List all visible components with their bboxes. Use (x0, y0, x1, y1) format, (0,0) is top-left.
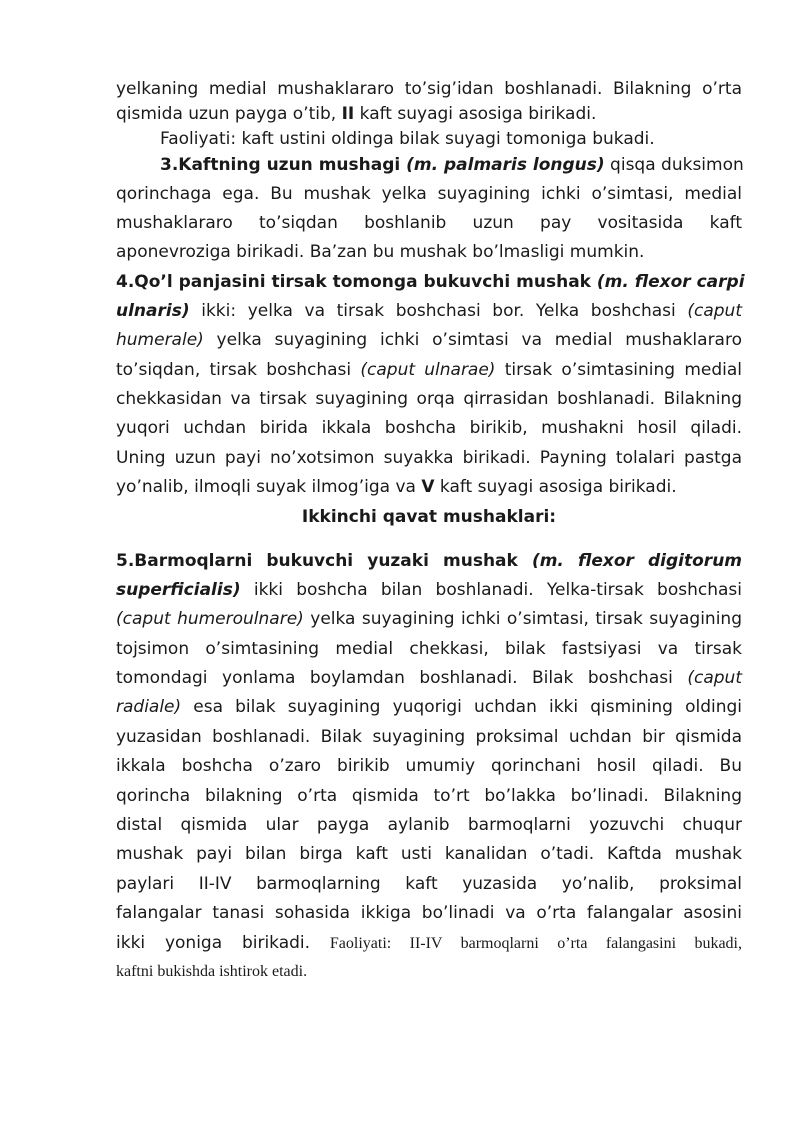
text-line (116, 695, 742, 719)
text-segment: ikki boshcha bilan boshlanadi. Yelka-tirsak boshchasi (240, 580, 742, 600)
text-line (116, 666, 742, 690)
text-segment: (caput humeroulnare) (116, 609, 304, 629)
section-heading-5 (116, 549, 742, 573)
text-segment: superficialis) (116, 580, 241, 600)
text-segment: (m. palmaris longus) (406, 155, 605, 175)
text-segment: Uning uzun payi no’xotsimon suyakka birikadi. Payning tolalari pastga (116, 448, 742, 468)
text-segment: falangalar tanasi sohasida ikkiga bo’linadi va o’rta falangalar asosini (116, 903, 742, 923)
text-line (116, 637, 742, 661)
text-segment: 5.Barmoqlarni bukuvchi yuzaki mushak (116, 551, 532, 571)
text-line (160, 127, 742, 151)
section-heading-3 (160, 153, 742, 177)
text-segment: Ikkinchi qavat mushaklari: (301, 507, 557, 527)
text-segment: (caput (687, 301, 742, 321)
text-segment: chekkasidan va tirsak suyagining orqa qirrasidan boshlanadi. Bilakning (116, 389, 742, 409)
text-segment: paylari (116, 874, 199, 894)
text-segment: 4.Qo’l panjasini tirsak tomonga bukuvchi mushak (116, 272, 597, 292)
text-segment: II (341, 104, 355, 124)
text-line (116, 578, 742, 602)
text-segment: II-IV (198, 874, 232, 894)
text-segment: tomondagi yonlama boylamdan boshlanadi. Bilak boshchasi (116, 668, 688, 688)
text-segment: yuqori uchdan birida ikkala boshcha birikib, mushakni hosil qiladi. (116, 418, 742, 438)
text-line (116, 77, 742, 101)
text-segment: 3.Kaftning uzun mushagi (160, 155, 407, 175)
text-line (116, 813, 742, 837)
text-segment: yuzasidan boshlanadi. Bilak suyagining proksimal uchdan bir qismida (116, 727, 742, 747)
text-line (116, 182, 742, 206)
text-segment: (m. flexor carpi (596, 272, 745, 292)
text-line (116, 102, 742, 126)
text-segment: Faoliyati: II-IV barmoqlarni o’rta falangasini bukadi, (329, 935, 743, 952)
text-segment: qorincha bilakning o’rta qismida to’rt bo’lakka bo’linadi. Bilakning (116, 786, 742, 806)
text-segment: (caput ulnarae) (360, 360, 496, 380)
text-segment: ikki yoniga birikadi. (116, 933, 330, 953)
text-segment: Faoliyati: kaft ustini oldinga bilak suyagi tomoniga bukadi. (160, 129, 655, 149)
text-line (116, 842, 742, 866)
text-segment: humerale) (116, 330, 204, 350)
section-heading-4 (116, 270, 745, 294)
text-line (116, 387, 742, 411)
text-line (116, 725, 742, 749)
text-segment: V (421, 477, 435, 497)
text-line (116, 446, 742, 470)
text-line (116, 607, 742, 631)
text-segment: yo’nalib, ilmoqli suyak ilmog’iga va (116, 477, 422, 497)
text-line (116, 475, 742, 499)
text-segment: esa bilak suyagining yuqorigi uchdan ikki qismining oldingi (181, 697, 742, 717)
text-line (116, 358, 742, 382)
text-line (116, 328, 742, 352)
text-segment: kaft suyagi asosiga birikadi. (354, 104, 597, 124)
text-line (116, 931, 742, 956)
text-segment: kaftni bukishda ishtirok etadi. (116, 963, 308, 980)
text-line (116, 784, 742, 808)
text-line (116, 901, 742, 925)
text-line (116, 960, 742, 984)
text-line (116, 872, 742, 896)
text-segment: mushak payi bilan birga kaft usti kanalidan o’tadi. Kaftda mushak (116, 844, 742, 864)
text-segment: mushaklararo to’siqdan boshlanib uzun pay vositasida kaft (116, 213, 742, 233)
text-segment: ulnaris) (116, 301, 190, 321)
text-segment: kaft suyagi asosiga birikadi. (434, 477, 677, 497)
text-segment: qismida uzun payga o’tib, (116, 104, 342, 124)
text-segment: barmoqlarning kaft yuzasida yo’nalib, proksimal (231, 874, 742, 894)
text-line (116, 211, 742, 235)
text-segment: radiale) (116, 697, 182, 717)
text-segment: qisqa duksimon (604, 155, 744, 175)
text-segment: yelka suyagining ichki o’simtasi va medial mushaklararo (203, 330, 742, 350)
text-segment: distal qismida ular payga aylanib barmoqlarni yozuvchi chuqur (116, 815, 742, 835)
text-segment: (caput (687, 668, 742, 688)
text-line (116, 416, 742, 440)
text-segment: ikkala boshcha o’zaro birikib umumiy qorinchani hosil qiladi. Bu (116, 756, 742, 776)
text-line (116, 240, 742, 264)
text-line (116, 754, 742, 778)
text-segment: to’siqdan, tirsak boshchasi (116, 360, 361, 380)
text-segment: qorinchaga ega. Bu mushak yelka suyagining ichki o’simtasi, medial (116, 184, 742, 204)
text-line (116, 299, 742, 323)
text-segment: yelka suyagining ichki o’simtasi, tirsak suyagining (303, 609, 742, 629)
text-segment: tirsak o’simtasining medial (495, 360, 743, 380)
text-segment: tojsimon o’simtasining medial chekkasi, bilak fastsiyasi va tirsak (116, 639, 742, 659)
text-segment: ikki: yelka va tirsak boshchasi bor. Yelka boshchasi (189, 301, 688, 321)
text-segment: (m. flexor digitorum (531, 551, 743, 571)
text-segment: yelkaning medial mushaklararo to’sig’idan boshlanadi. Bilakning o’rta (116, 79, 742, 99)
subsection-title (116, 505, 742, 529)
text-segment: aponevroziga birikadi. Ba’zan bu mushak bo’lmasligi mumkin. (116, 242, 645, 262)
